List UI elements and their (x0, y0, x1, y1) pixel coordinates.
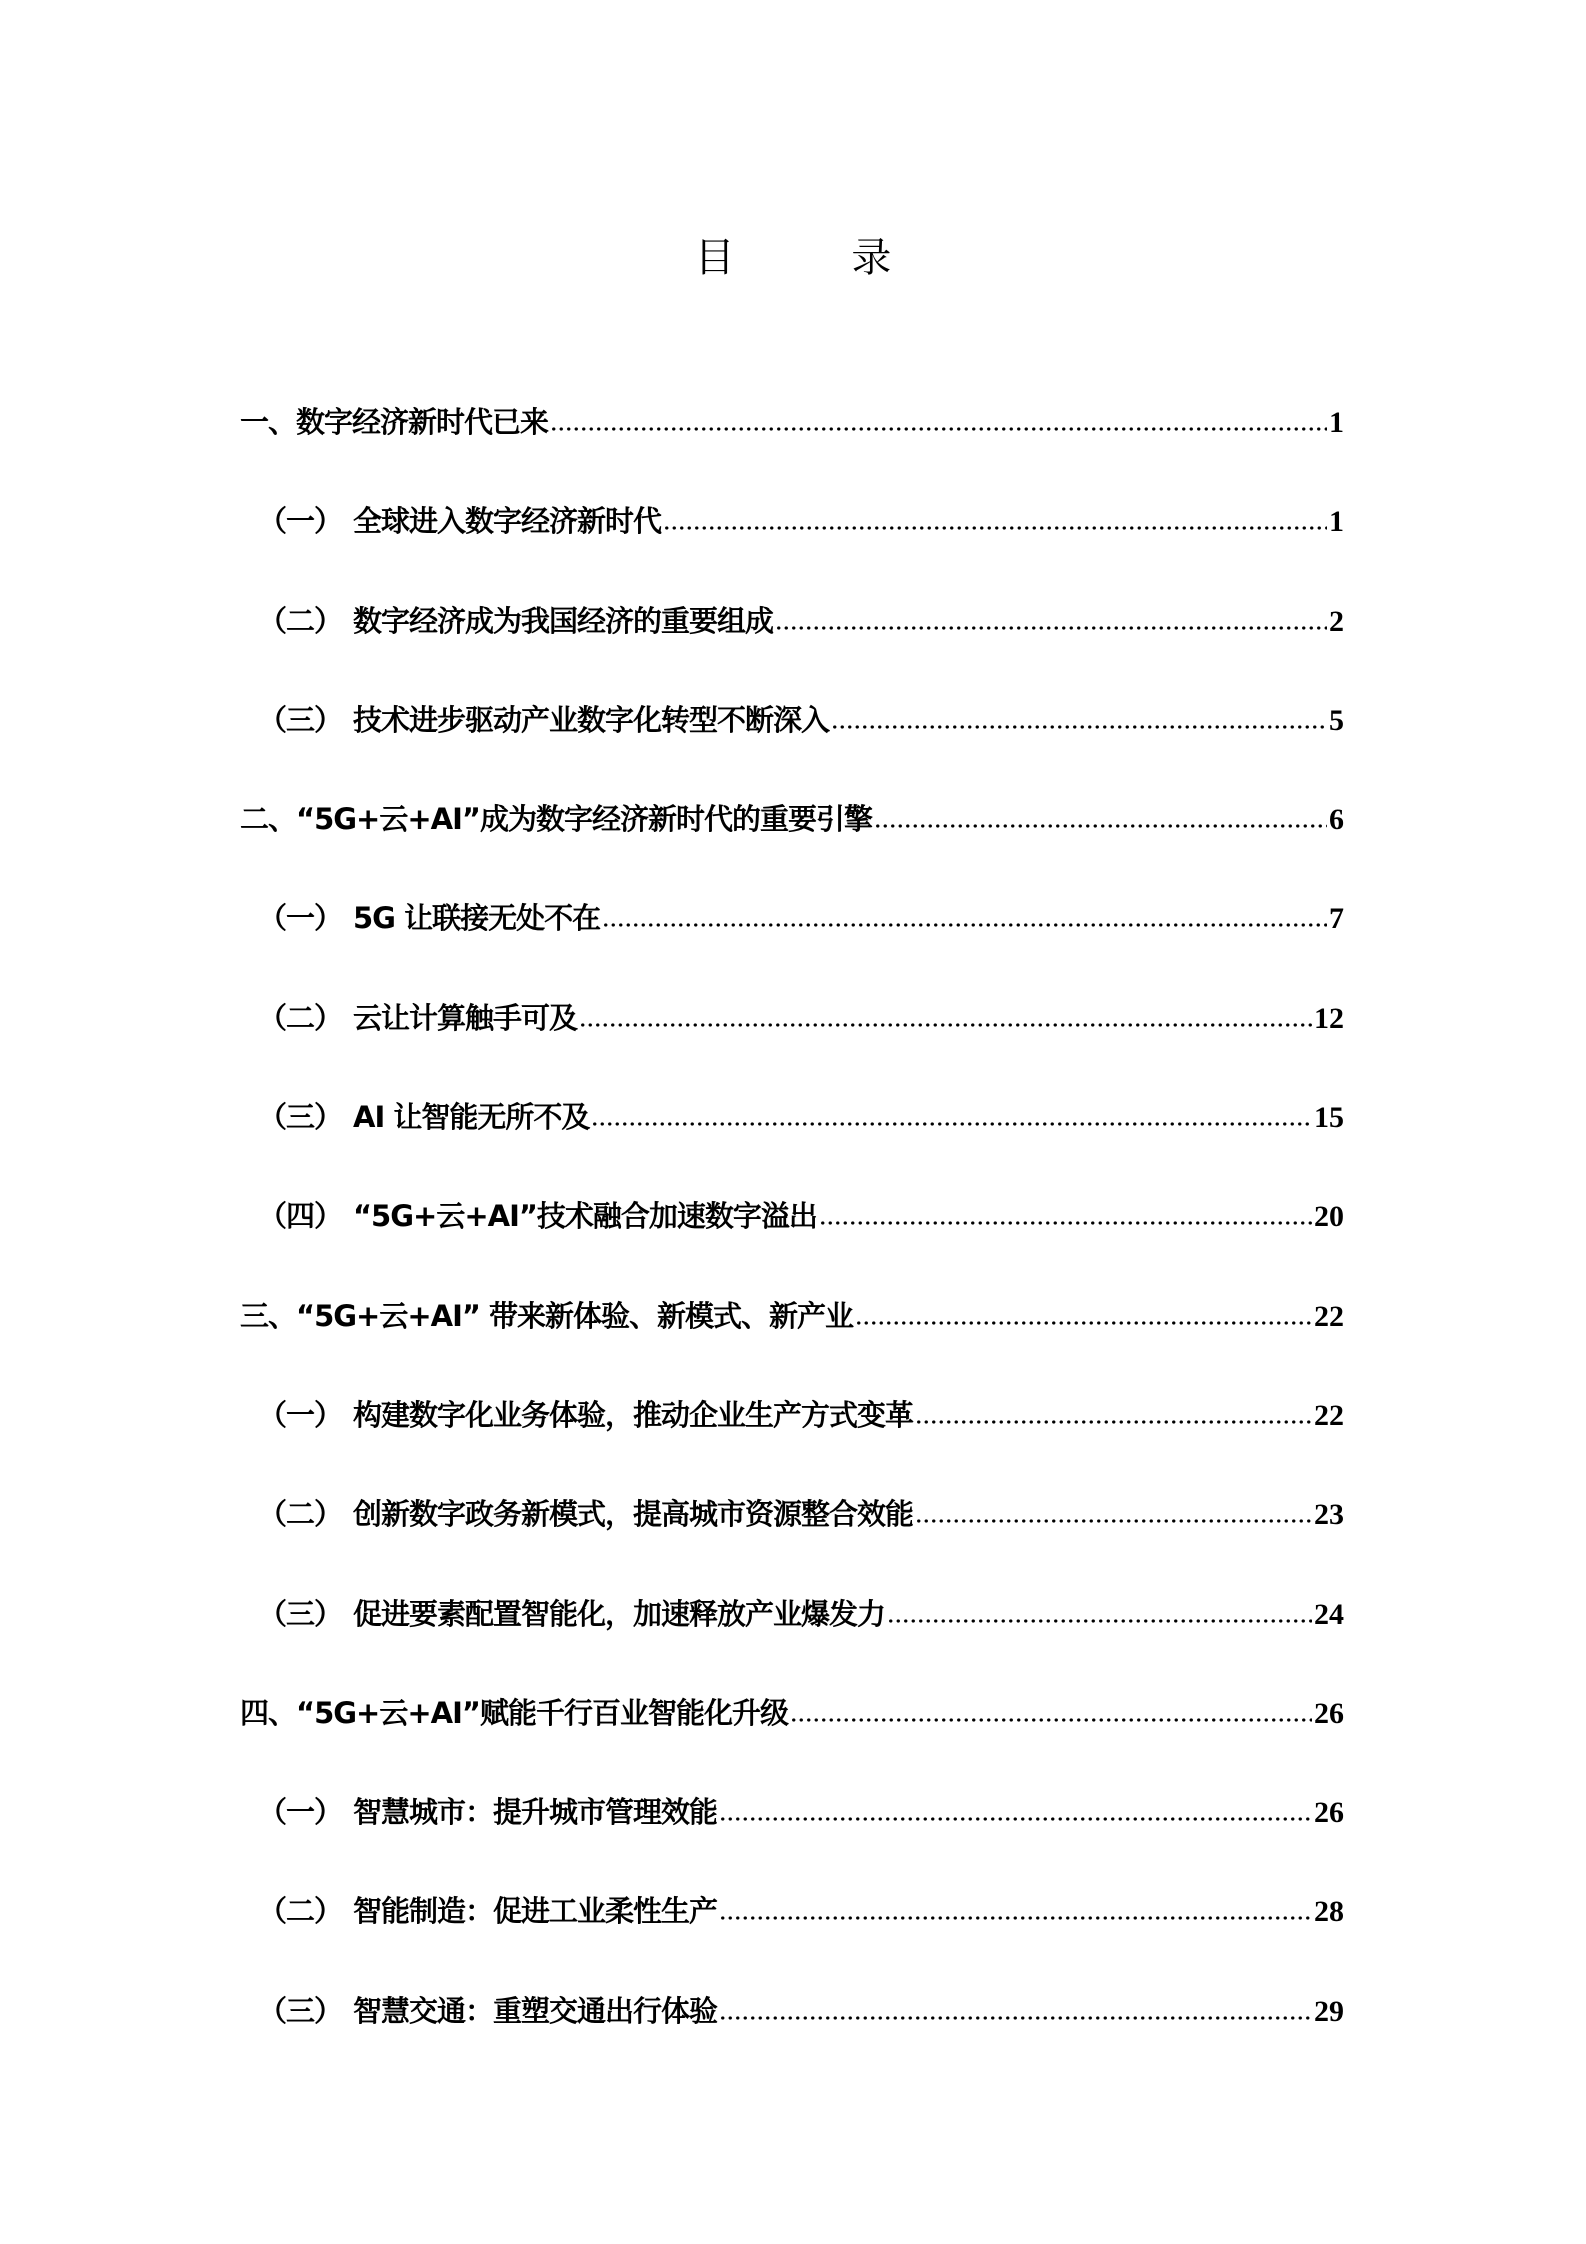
toc-entry-chapter-1[interactable] (240, 402, 1344, 501)
toc-entry-page-number: 6 (1329, 803, 1344, 837)
toc-entry-page-number: 23 (1314, 1498, 1344, 1532)
toc-entry-section-2-3[interactable] (240, 1097, 1344, 1196)
toc-entry-label (258, 601, 773, 641)
toc-entry-text: “5G+云+AI”赋能千行百业智能化升级 (296, 1695, 788, 1730)
toc-entry-page-number: 24 (1314, 1597, 1344, 1631)
toc-entry-number: （三） (258, 702, 343, 737)
table-of-contents (240, 402, 1344, 2090)
toc-entry-label (258, 1494, 913, 1534)
toc-entry-number: （三） (258, 1596, 343, 1631)
toc-entry-page-number: 28 (1314, 1895, 1344, 1929)
toc-entry-text: 构建数字化业务体验，推动企业生产方式变革 (353, 1397, 914, 1432)
toc-entry-text: “5G+云+AI”技术融合加速数字溢出 (353, 1199, 817, 1234)
toc-entry-text: 技术进步驱动产业数字化转型不断深入 (353, 702, 830, 737)
toc-entry-text: “5G+云+AI”成为数字经济新时代的重要引擎 (296, 802, 872, 837)
toc-entry-page-number: 1 (1329, 406, 1344, 439)
toc-entry-section-4-2[interactable] (240, 1891, 1344, 1990)
toc-entry-number: （二） (258, 603, 343, 638)
toc-entry-number: （二） (258, 1497, 343, 1532)
toc-entry-label (258, 1097, 589, 1137)
toc-entry-label (258, 501, 661, 541)
toc-entry-number: （三） (258, 1100, 343, 1135)
toc-entry-label (240, 402, 548, 442)
toc-entry-number: （二） (258, 1000, 343, 1035)
toc-entry-page-number: 22 (1314, 1299, 1344, 1333)
toc-entry-number: （一） (258, 504, 343, 539)
toc-entry-page-number: 22 (1314, 1398, 1344, 1432)
dot-leader (915, 1519, 1312, 1523)
toc-entry-label (258, 998, 577, 1038)
page-title: 目 录 (694, 234, 944, 281)
toc-entry-page-number: 20 (1314, 1200, 1344, 1234)
dot-leader (855, 1321, 1312, 1325)
toc-entry-page-number: 1 (1329, 505, 1344, 539)
toc-entry-text: 智慧城市：提升城市管理效能 (353, 1795, 718, 1830)
toc-entry-section-1-1[interactable] (240, 501, 1344, 600)
toc-entry-page-number: 15 (1314, 1101, 1344, 1135)
dot-leader (719, 2016, 1312, 2020)
toc-entry-page-number: 26 (1314, 1696, 1344, 1730)
dot-leader (819, 1221, 1312, 1225)
toc-entry-text: 智能制造：促进工业柔性生产 (353, 1894, 718, 1929)
toc-entry-section-3-1[interactable] (240, 1395, 1344, 1494)
dot-leader (775, 626, 1327, 630)
toc-entry-label (258, 1594, 885, 1634)
dot-leader (579, 1023, 1312, 1027)
toc-entry-section-2-4[interactable] (240, 1196, 1344, 1295)
toc-entry-chapter-4[interactable] (240, 1693, 1344, 1792)
toc-entry-page-number: 7 (1329, 902, 1344, 936)
toc-entry-label (240, 799, 872, 839)
toc-entry-text: AI 让智能无所不及 (353, 1100, 590, 1135)
toc-entry-label (258, 1196, 817, 1236)
toc-entry-label (240, 1693, 788, 1733)
toc-entry-number: （二） (258, 1894, 343, 1929)
dot-leader (915, 1420, 1312, 1424)
toc-entry-section-2-2[interactable] (240, 998, 1344, 1097)
toc-entry-text: 促进要素配置智能化，加速释放产业爆发力 (353, 1596, 886, 1631)
toc-entry-label (258, 1395, 913, 1435)
toc-entry-number: 三、 (240, 1298, 297, 1333)
toc-entry-number: （四） (258, 1199, 343, 1234)
toc-entry-text: 全球进入数字经济新时代 (353, 504, 662, 539)
toc-entry-section-1-2[interactable] (240, 601, 1344, 700)
dot-leader (719, 1916, 1312, 1920)
dot-leader (831, 725, 1327, 729)
toc-entry-label (258, 1792, 717, 1832)
toc-entry-text: 数字经济新时代已来 (296, 405, 549, 439)
toc-entry-text: 智慧交通：重塑交通出行体验 (353, 1993, 718, 2028)
toc-entry-text: 云让计算触手可及 (353, 1000, 578, 1035)
toc-entry-number: 二、 (240, 802, 297, 837)
toc-entry-text: “5G+云+AI” 带来新体验、新模式、新产业 (296, 1298, 854, 1333)
toc-entry-text: 5G 让联接无处不在 (353, 901, 601, 936)
toc-entry-number: （一） (258, 1795, 343, 1830)
toc-entry-text: 数字经济成为我国经济的重要组成 (353, 603, 774, 638)
toc-entry-section-1-3[interactable] (240, 700, 1344, 799)
dot-leader (874, 824, 1327, 828)
toc-entry-label (258, 1991, 717, 2031)
toc-entry-label (258, 898, 600, 938)
dot-leader (591, 1122, 1312, 1126)
toc-entry-number: 四、 (240, 1695, 297, 1730)
dot-leader (550, 427, 1327, 431)
toc-entry-section-3-3[interactable] (240, 1594, 1344, 1693)
toc-entry-page-number: 5 (1329, 703, 1344, 737)
dot-leader (719, 1817, 1312, 1821)
toc-entry-page-number: 12 (1314, 1001, 1344, 1035)
toc-entry-section-4-3[interactable] (240, 1991, 1344, 2090)
toc-entry-text: 创新数字政务新模式，提高城市资源整合效能 (353, 1497, 914, 1532)
toc-entry-section-2-1[interactable] (240, 898, 1344, 997)
dot-leader (790, 1718, 1312, 1722)
toc-entry-number: （一） (258, 1397, 343, 1432)
toc-entry-number: （一） (258, 901, 343, 936)
toc-entry-page-number: 26 (1314, 1796, 1344, 1830)
dot-leader (602, 923, 1327, 927)
toc-entry-label (240, 1296, 853, 1336)
toc-entry-section-4-1[interactable] (240, 1792, 1344, 1891)
toc-entry-label (258, 700, 829, 740)
toc-entry-label (258, 1891, 717, 1931)
toc-entry-number: 一、 (240, 405, 297, 439)
dot-leader (887, 1619, 1312, 1623)
toc-entry-section-3-2[interactable] (240, 1494, 1344, 1593)
dot-leader (663, 526, 1327, 530)
toc-entry-page-number: 2 (1329, 604, 1344, 638)
toc-entry-number: （三） (258, 1993, 343, 2028)
toc-entry-chapter-3[interactable] (240, 1296, 1344, 1395)
toc-entry-page-number: 29 (1314, 1994, 1344, 2028)
toc-entry-chapter-2[interactable] (240, 799, 1344, 898)
